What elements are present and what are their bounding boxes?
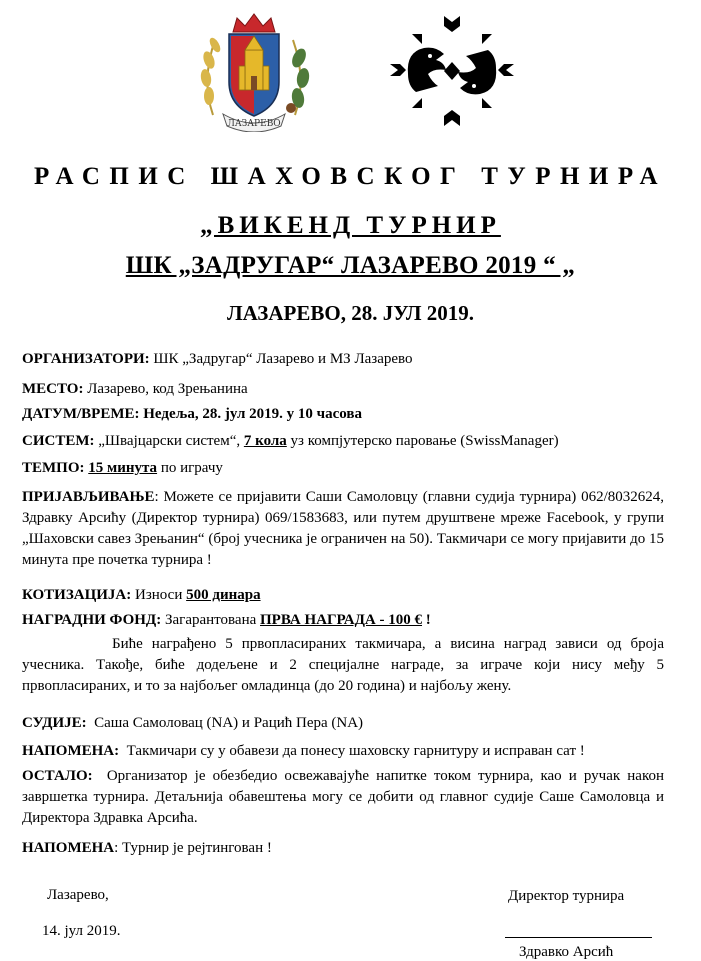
system-line bbox=[22, 431, 664, 451]
organizers-line bbox=[22, 349, 664, 369]
note-line-1 bbox=[22, 741, 664, 761]
fee-line bbox=[22, 585, 664, 605]
place-date-heading: ЛАЗАРЕВО, 28. ЈУЛ 2019. bbox=[226, 301, 474, 325]
system-value-1: „Швајцарски систем“, bbox=[98, 433, 241, 449]
note-value-1: Такмичари су у обавези да понесу шаховску гарнитуру и исправан сат ! bbox=[126, 743, 585, 759]
datetime-value: Недеља, 28. јул 2019. у 10 часова bbox=[143, 406, 362, 422]
registration-text: : Можете се пријавити Саши Самоловцу (главни судија турнира) 062/8032624, Здравку Арсићу (Директор турнира) 069/1583683, или путем друштвене мреже Facebook, у групи „Шаховски савез Зрењанин“ (број учесника је ограничен на 50). Такмичари се могу пријавити до 15 минута пре почетка турнира ! bbox=[22, 489, 664, 568]
other-label: ОСТАЛО: bbox=[22, 768, 93, 784]
signature-line bbox=[505, 937, 652, 938]
tempo-suffix: по играчу bbox=[160, 460, 223, 476]
prize-label: НАГРАДНИ ФОНД: bbox=[22, 612, 162, 628]
place-value: Лазарево, код Зрењанина bbox=[87, 381, 248, 397]
place-line bbox=[22, 379, 664, 399]
prize-suffix: ! bbox=[425, 612, 431, 628]
note-label-2: НАПОМЕНА bbox=[22, 840, 115, 856]
place-label: МЕСТО: bbox=[22, 381, 84, 397]
footer-place: Лазарево, bbox=[47, 887, 109, 903]
note-line-2 bbox=[22, 838, 664, 858]
prize-paragraph: Биће награђено 5 првопласираних такмичара, а висина наград зависи од броја учесника. Такође, биће додељене и 2 специјалне награде, за играче који нису међу 5 првопласираних, и то за најбољег омладинца (до 20 година) и најбољу жену. bbox=[22, 636, 664, 694]
chess-knights-logo-icon bbox=[386, 12, 518, 130]
other-text: Организатор је обезбедио освежавајуће напитке током турнира, као и ручак након завршетка турнира. Детаљнија обавештења могу се добити од главног судије Саше Самоловца и Директора Здравка Арсића. bbox=[22, 768, 664, 826]
note-label-1: НАПОМЕНА: bbox=[22, 743, 120, 759]
organizers-value: ШК „Задругар“ Лазарево и МЗ Лазарево bbox=[153, 351, 413, 367]
tournament-name: „ВИКЕНД ТУРНИР bbox=[200, 212, 501, 239]
signature-role: Директор турнира bbox=[508, 888, 625, 904]
tempo-value: 15 минута bbox=[88, 460, 158, 476]
datetime-line bbox=[22, 404, 664, 424]
system-value-2: уз компјутерско паровање (SwissManager) bbox=[290, 433, 559, 449]
signature-name: Здравко Арсић bbox=[519, 944, 614, 960]
tempo-label: ТЕМПО: bbox=[22, 460, 85, 476]
footer-date: 14. јул 2019. bbox=[42, 923, 121, 939]
document-title: РАСПИС ШАХОВСКОГ ТУРНИРА bbox=[33, 163, 668, 190]
judges-value: Саша Самоловац (NA) и Рацић Пера (NA) bbox=[94, 715, 364, 731]
prize-prefix: Загарантована bbox=[165, 612, 257, 628]
judges-line bbox=[22, 713, 664, 733]
note-value-2: : Турнир је рејтингован ! bbox=[114, 840, 272, 856]
fee-value: 500 динара bbox=[186, 587, 261, 603]
judges-label: СУДИЈЕ: bbox=[22, 715, 87, 731]
lazarevo-coat-of-arms-icon bbox=[195, 10, 313, 132]
svg-text:ЛАЗАРЕВО: ЛАЗАРЕВО bbox=[227, 119, 281, 129]
fee-label: КОТИЗАЦИЈА: bbox=[22, 587, 132, 603]
system-rounds: 7 кола bbox=[243, 433, 287, 449]
tempo-line bbox=[22, 458, 664, 478]
club-subtitle: ШК „ЗАДРУГАР“ ЛАЗАРЕВО 2019 “ „ bbox=[125, 252, 576, 279]
registration-label: ПРИЈАВЉИВАЊЕ bbox=[22, 489, 155, 505]
fee-prefix: Износи bbox=[135, 587, 183, 603]
datetime-label: ДАТУМ/ВРЕМЕ: bbox=[22, 406, 140, 422]
system-label: СИСТЕМ: bbox=[22, 433, 95, 449]
registration-paragraph bbox=[22, 487, 664, 571]
prize-value: ПРВА НАГРАДА - 100 € bbox=[260, 612, 423, 628]
other-paragraph bbox=[22, 766, 664, 829]
organizers-label: ОРГАНИЗАТОРИ: bbox=[22, 351, 150, 367]
prize-fund-line bbox=[22, 610, 664, 630]
